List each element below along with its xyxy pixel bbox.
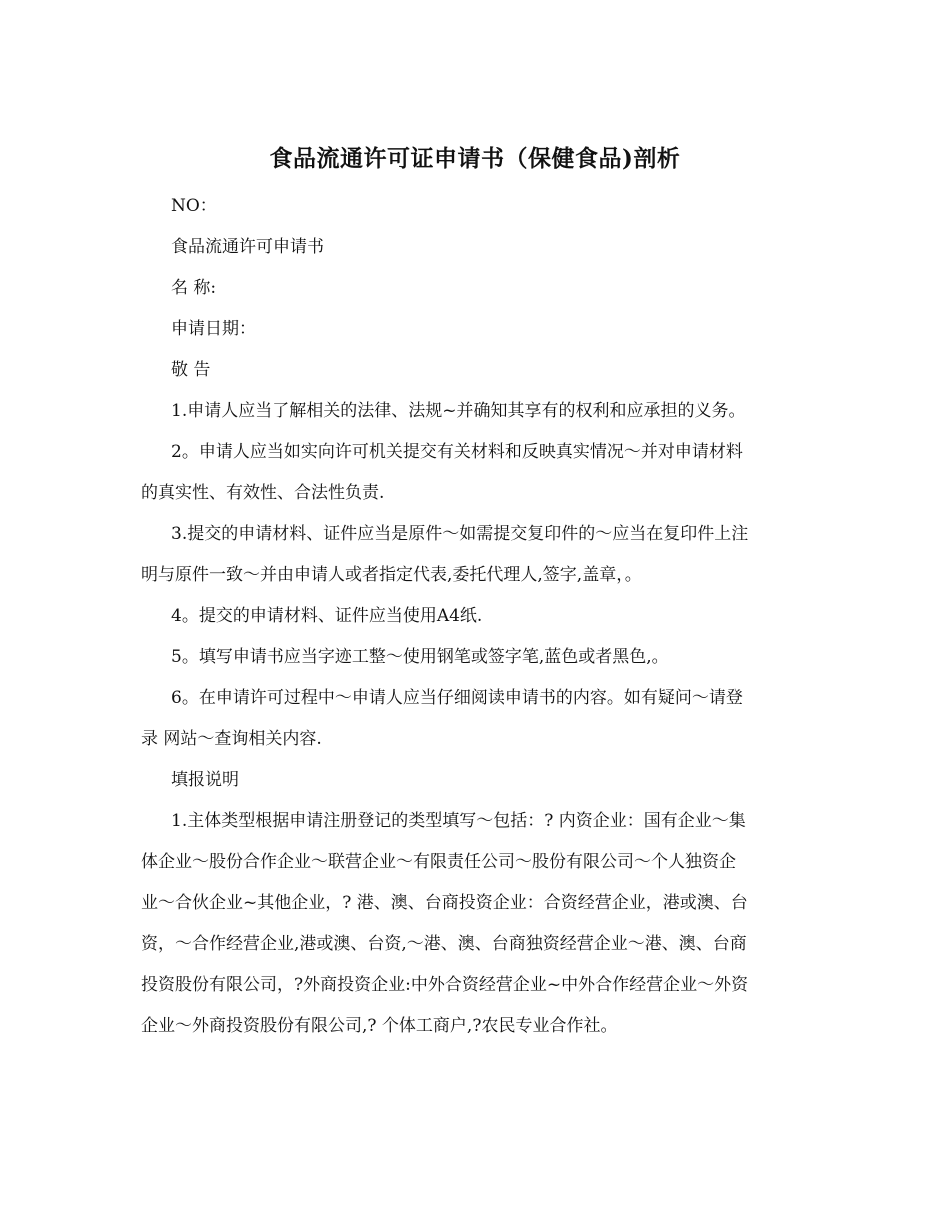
body-line: 体企业～股份合作企业～联营企业～有限责任公司～股份有限公司～个人独资企 (141, 852, 736, 872)
body-line: 录 网站～查询相关内容. (141, 729, 322, 749)
body-line: 投资股份有限公司，?外商投资企业:中外合资经营企业~中外合作经营企业～外资 (141, 975, 749, 995)
body-line: 企业～外商投资股份有限公司,? 个体工商户,?农民专业合作社。 (141, 1016, 618, 1036)
body-line: 1.主体类型根据申请注册登记的类型填写～包括：? 内资企业：国有企业～集 (171, 811, 746, 831)
body-line: NO： (171, 196, 217, 216)
body-line: 1.申请人应当了解相关的法律、法规~并确知其享有的权利和应承担的义务。 (171, 401, 746, 421)
body-line: 申请日期： (171, 319, 256, 339)
body-line: 填报说明 (171, 770, 239, 790)
body-line: 食品流通许可申请书 (171, 237, 324, 257)
body-line: 5。填写申请书应当字迹工整～使用钢笔或签字笔,蓝色或者黑色,。 (171, 647, 669, 667)
body-line: 6。在申请许可过程中～申请人应当仔细阅读申请书的内容。如有疑问～请登 (171, 688, 743, 708)
body-line: 资，～合作经营企业,港或澳、台资,～港、澳、台商独资经营企业～港、澳、台商 (141, 934, 747, 954)
document-title: 食品流通许可证申请书（保健食品)剖析 (269, 145, 681, 172)
body-line: 业～合伙企业~其他企业，? 港、澳、台商投资企业：合资经营企业，港或澳、台 (141, 893, 748, 913)
body-line: 2。申请人应当如实向许可机关提交有关材料和反映真实情况～并对申请材料 (171, 442, 743, 462)
body-line: 敬 告 (171, 360, 211, 380)
body-line: 3.提交的申请材料、证件应当是原件～如需提交复印件的～应当在复印件上注 (171, 524, 749, 544)
body-line: 名 称: (171, 278, 217, 298)
body-line: 的真实性、有效性、合法性负责. (141, 483, 385, 503)
document-body (141, 186, 813, 1047)
body-line: 明与原件一致～并由申请人或者指定代表,委托代理人,签字,盖章，。 (141, 565, 642, 585)
body-line: 4。提交的申请材料、证件应当使用A4纸. (171, 606, 483, 626)
